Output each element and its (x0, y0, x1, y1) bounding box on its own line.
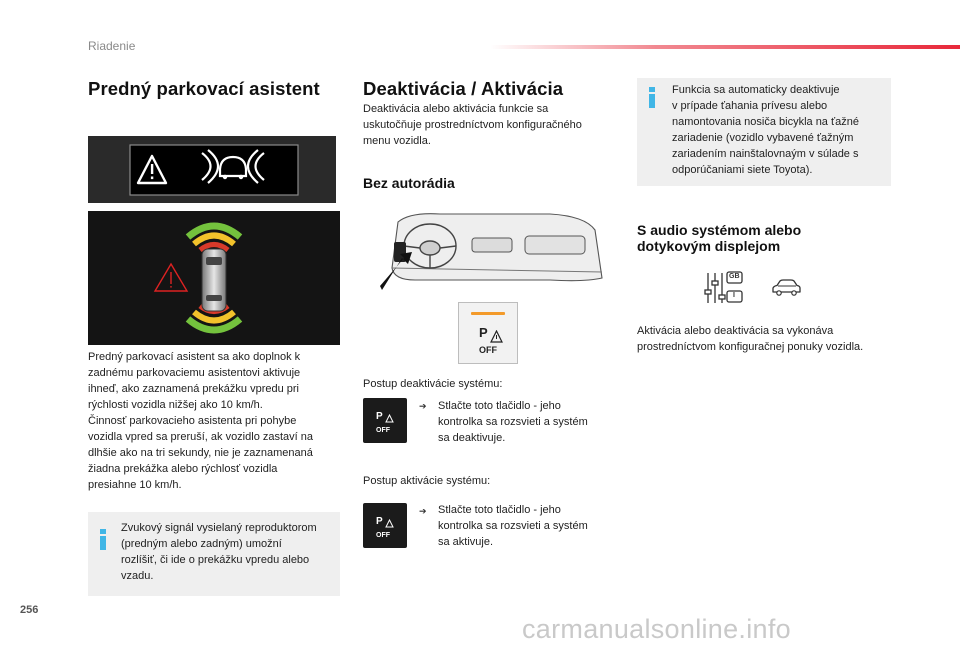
left-body-line: rýchlosti vozidla nižšej ako 10 km/h. (88, 399, 263, 411)
warning-triangle-red-icon (155, 264, 187, 291)
left-body-line: Činnosť parkovacieho asistenta pri pohybe (88, 415, 297, 427)
right-body (637, 323, 907, 355)
right-body-line: Aktivácia alebo deaktivácia sa vykonáva (637, 325, 834, 337)
button-off-label: OFF (479, 345, 497, 355)
right-info-line: Funkcia sa automaticky deaktivuje (672, 84, 840, 96)
left-info-box (88, 512, 340, 596)
deactivate-label: Postup deaktivácie systému: (363, 378, 503, 390)
left-body-line: zadnému parkovaciemu asistentovi aktivuje (88, 367, 301, 379)
gb-label: GB (729, 273, 740, 280)
left-info-line: Zvukový signál vysielaný reproduktorom (121, 522, 317, 534)
activate-step (438, 502, 618, 550)
arrow-bullet-icon: ➔ (419, 506, 427, 516)
info-icon (100, 529, 106, 550)
info-icon (649, 87, 655, 108)
activate-step-line: Stlačte toto tlačidlo - jeho (438, 504, 561, 516)
deactivate-step-line: sa deaktivuje. (438, 432, 506, 444)
right-body-line: prostredníctvom konfiguračnej ponuky vozidla. (637, 341, 864, 353)
right-info-text (672, 82, 888, 178)
parking-off-button-icon (363, 398, 407, 443)
warning-mini-icon (385, 414, 394, 423)
activate-step-line: kontrolka sa rozsvieti a systém (438, 520, 588, 532)
cluster-display-graphic (88, 136, 336, 203)
middle-intro-line: menu vozidla. (363, 135, 431, 147)
left-body-line: dlhšie ako na tri sekundy, nie je zaznamenaná (88, 447, 313, 459)
deactivate-step-line: kontrolka sa rozsvieti a systém (438, 416, 588, 428)
dashboard-image (380, 208, 610, 298)
deactivate-step-line: Stlačte toto tlačidlo - jeho (438, 400, 561, 412)
warning-mini-icon (385, 519, 394, 528)
icon-off-label: OFF (376, 427, 390, 434)
right-info-box (637, 78, 891, 186)
activate-label: Postup aktivácie systému: (363, 475, 491, 487)
header-accent-bar (490, 45, 960, 49)
cluster-display-image (88, 136, 336, 203)
arrow-bullet-icon: ➔ (419, 401, 427, 411)
activate-step-line: sa aktivuje. (438, 536, 494, 548)
watermark: carmanualsonline.info (522, 614, 791, 644)
right-info-line: v prípade ťahania prívesu alebo (672, 100, 828, 112)
left-body (88, 349, 348, 493)
middle-intro-line: uskutočňuje prostredníctvom konfiguračného (363, 119, 582, 131)
left-info-line: rozlíšiť, či ide o prekážku vpredu alebo (121, 554, 310, 566)
middle-title: Deaktivácia / Aktivácia (363, 78, 564, 99)
right-info-line: namontovania nosiča bicykla na ťažné (672, 116, 859, 128)
left-info-line: (predným alebo zadným) umožní (121, 538, 282, 550)
section-label: Riadenie (88, 39, 136, 53)
left-body-line: Predný parkovací asistent sa ako doplnok k (88, 351, 301, 363)
left-body-line: vozidla vpred sa preruší, ak vozidlo zastaví na (88, 431, 314, 443)
indicator-light (471, 312, 505, 315)
left-body-line: žiadna prekážka alebo rýchlosť vozidla (88, 463, 278, 475)
page-number: 256 (20, 604, 39, 616)
right-info-line: odporúčaniami siete Toyota). (672, 164, 813, 176)
right-info-line: zariadením nainštalovnaým v súlade s (672, 148, 859, 160)
dashboard-graphic (380, 208, 610, 298)
left-info-text (121, 520, 341, 584)
button-p-label: P (479, 325, 488, 340)
right-subtitle-line: dotykovým displejom (637, 238, 781, 254)
right-subtitle (637, 222, 897, 254)
icon-p-label: P (376, 411, 383, 422)
left-body-line: ihneď, ako zaznamená prekážku vpredu pri (88, 383, 299, 395)
left-info-line: vzadu. (121, 570, 154, 582)
parking-off-button-image (458, 302, 518, 364)
car-icon-graphic (770, 278, 802, 298)
parking-sensor-graphic (88, 211, 340, 345)
icon-off-label: OFF (376, 532, 390, 539)
car-top-view (202, 249, 226, 311)
icon-p-label: P (376, 516, 383, 527)
car-icon (770, 278, 802, 298)
left-title: Predný parkovací asistent (88, 78, 320, 99)
middle-intro-line: Deaktivácia alebo aktivácia funkcie sa (363, 103, 549, 115)
middle-intro (363, 101, 623, 149)
parking-off-button-icon (363, 503, 407, 548)
settings-sliders-icon (703, 271, 743, 305)
warning-small-icon (490, 330, 503, 343)
front-sensor-zones (188, 226, 240, 250)
right-info-line: zariadenie (vozidlo vybavené ťažným (672, 132, 854, 144)
right-subtitle-line: S audio systémom alebo (637, 222, 802, 238)
deactivate-step (438, 398, 618, 446)
middle-subtitle: Bez autorádia (363, 175, 455, 191)
i-label: I (733, 292, 735, 299)
parking-sensor-image (88, 211, 340, 345)
left-body-line: presiahne 10 km/h. (88, 479, 182, 491)
